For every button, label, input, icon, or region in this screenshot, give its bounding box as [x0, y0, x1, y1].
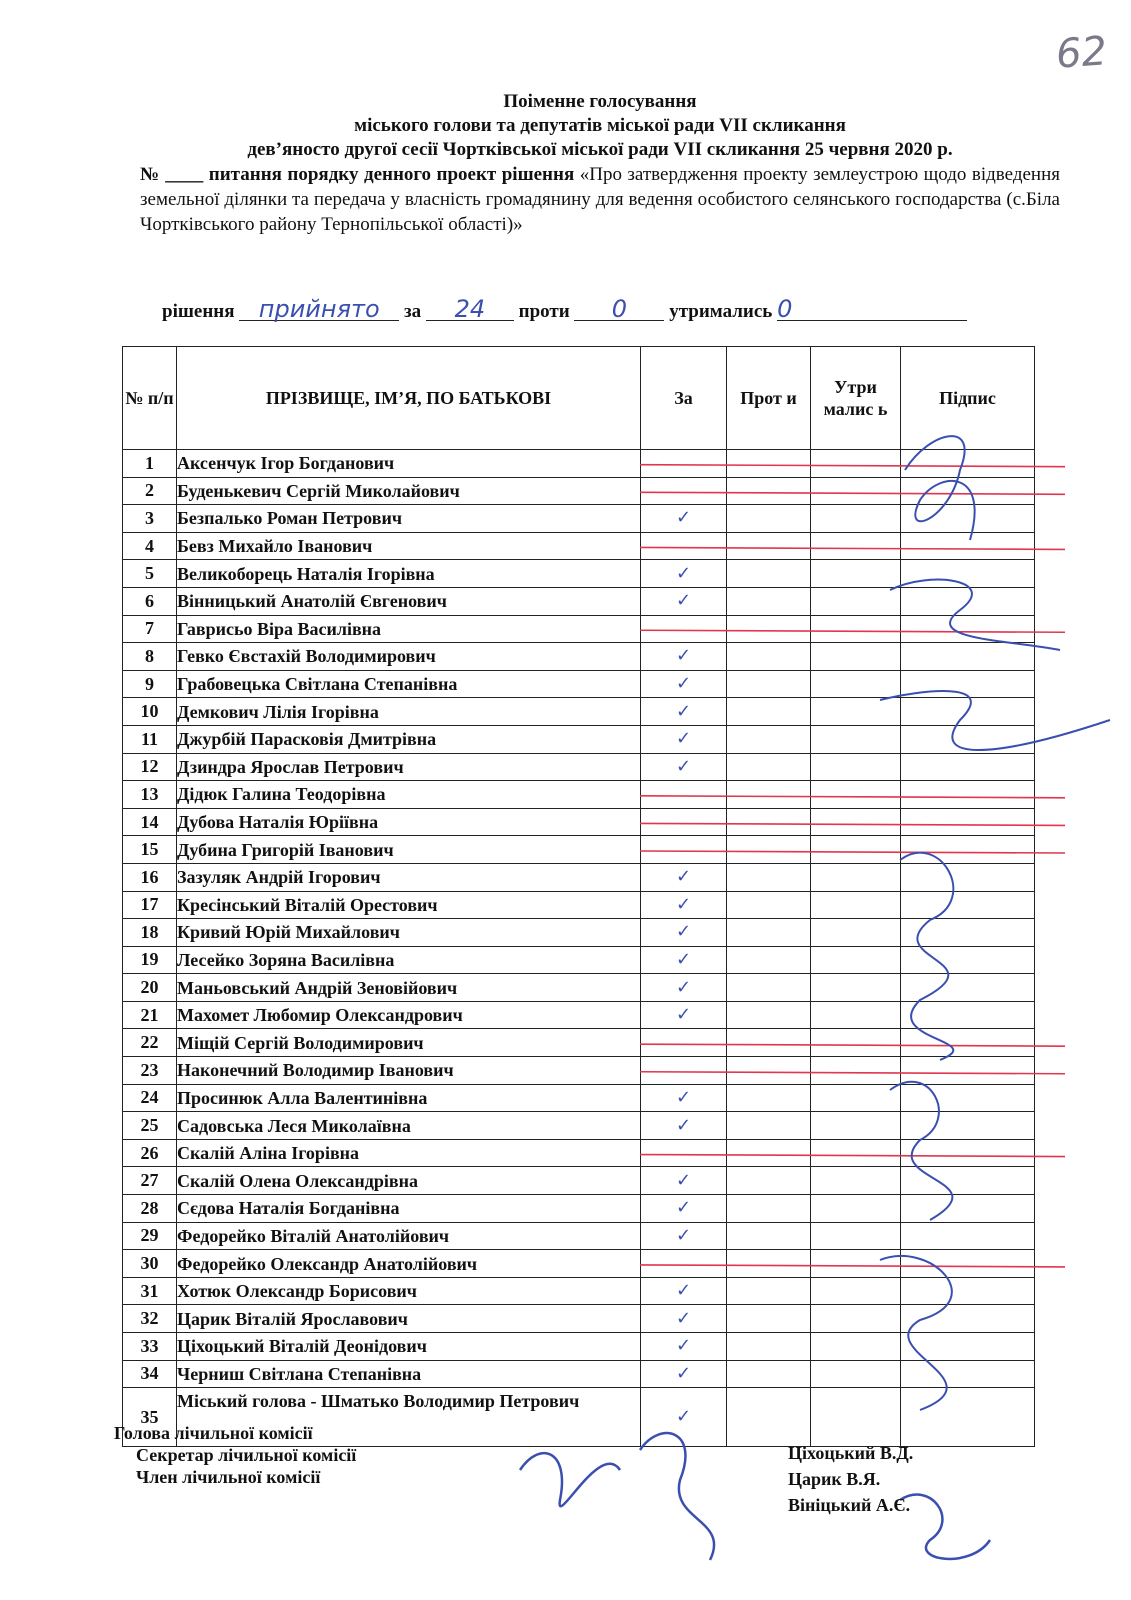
table-row	[123, 781, 1035, 809]
row-num: 9	[123, 670, 177, 698]
row-vote-for: ✓	[641, 1222, 727, 1250]
commission-signatures	[520, 1433, 990, 1560]
row-num: 29	[123, 1222, 177, 1250]
row-signature	[901, 725, 1035, 753]
against-value: 0	[574, 298, 664, 321]
row-vote-against	[727, 1333, 811, 1361]
row-vote-against	[727, 1222, 811, 1250]
document-subtitle: міського голови та депутатів міської ради VII скликання	[354, 115, 846, 136]
abstain-label: утримались	[669, 301, 773, 322]
commission-names	[788, 1440, 913, 1518]
table-row	[123, 505, 1035, 533]
row-vote-abstain	[811, 863, 901, 891]
table-row	[123, 863, 1035, 891]
row-vote-abstain	[811, 1250, 901, 1278]
row-vote-for	[641, 477, 727, 505]
row-vote-abstain	[811, 891, 901, 919]
row-name: Дубова Наталія Юріївна	[177, 808, 641, 836]
row-vote-for: ✓	[641, 1001, 727, 1029]
row-name: Зазуляк Андрій Ігорович	[177, 863, 641, 891]
page-number: 62	[1054, 28, 1109, 78]
table-row	[123, 725, 1035, 753]
table-row	[123, 1084, 1035, 1112]
for-value: 24	[426, 298, 514, 321]
agenda-item	[140, 162, 1060, 237]
row-vote-abstain	[811, 1057, 901, 1085]
row-num: 35	[123, 1388, 177, 1447]
row-vote-against	[727, 1001, 811, 1029]
row-signature	[901, 836, 1035, 864]
row-vote-against	[727, 587, 811, 615]
row-vote-abstain	[811, 450, 901, 478]
row-signature	[901, 946, 1035, 974]
row-name: Наконечний Володимир Іванович	[177, 1057, 641, 1085]
decision-label: рішення	[162, 301, 235, 322]
row-vote-abstain	[811, 1029, 901, 1057]
row-vote-abstain	[811, 587, 901, 615]
row-vote-abstain	[811, 808, 901, 836]
row-num: 24	[123, 1084, 177, 1112]
row-signature	[901, 643, 1035, 671]
row-vote-for: ✓	[641, 698, 727, 726]
row-vote-abstain	[811, 670, 901, 698]
row-vote-for: ✓	[641, 1277, 727, 1305]
row-vote-against	[727, 1167, 811, 1195]
row-signature	[901, 1029, 1035, 1057]
row-num: 5	[123, 560, 177, 588]
row-signature	[901, 698, 1035, 726]
row-vote-against	[727, 781, 811, 809]
row-vote-against	[727, 974, 811, 1002]
row-signature	[901, 781, 1035, 809]
table-row	[123, 1029, 1035, 1057]
row-name: Хотюк Олександр Борисович	[177, 1277, 641, 1305]
row-signature	[901, 1388, 1035, 1447]
row-vote-abstain	[811, 781, 901, 809]
row-vote-against	[727, 1084, 811, 1112]
table-row	[123, 836, 1035, 864]
commission-labels	[114, 1422, 356, 1488]
row-num: 30	[123, 1250, 177, 1278]
table-row	[123, 1057, 1035, 1085]
row-name: Гаврисьо Віра Василівна	[177, 615, 641, 643]
signature-scribble	[520, 1453, 620, 1506]
table-row	[123, 1112, 1035, 1140]
row-vote-for: ✓	[641, 643, 727, 671]
row-vote-for	[641, 1057, 727, 1085]
row-name: Грабовецька Світлана Степанівна	[177, 670, 641, 698]
row-num: 33	[123, 1333, 177, 1361]
row-num: 2	[123, 477, 177, 505]
row-signature	[901, 560, 1035, 588]
row-vote-abstain	[811, 1112, 901, 1140]
row-vote-against	[727, 450, 811, 478]
table-row	[123, 587, 1035, 615]
row-vote-for: ✓	[641, 1084, 727, 1112]
session-line: дев’яносто другої сесії Чортківської міської ради VII скликання 25 червня 2020 р.	[247, 139, 953, 160]
table-row	[123, 1305, 1035, 1333]
table-row	[123, 808, 1035, 836]
row-name: Дзиндра Ярослав Петрович	[177, 753, 641, 781]
document-title: Поіменне голосування	[503, 91, 697, 112]
row-num: 15	[123, 836, 177, 864]
row-name: Садовська Леся Миколаївна	[177, 1112, 641, 1140]
row-num: 21	[123, 1001, 177, 1029]
secretary-name: Царик В.Я.	[788, 1469, 881, 1489]
header-name: ПРІЗВИЩЕ, ІМ’Я, ПО БАТЬКОВІ	[177, 347, 641, 450]
row-vote-against	[727, 1250, 811, 1278]
row-vote-abstain	[811, 836, 901, 864]
row-vote-against	[727, 1305, 811, 1333]
header-against: Прот и	[727, 347, 811, 450]
row-vote-abstain	[811, 1084, 901, 1112]
row-num: 28	[123, 1195, 177, 1223]
row-name: Просинюк Алла Валентинівна	[177, 1084, 641, 1112]
row-vote-for	[641, 450, 727, 478]
row-num: 22	[123, 1029, 177, 1057]
row-vote-abstain	[811, 698, 901, 726]
row-name: Бевз Михайло Іванович	[177, 532, 641, 560]
row-signature	[901, 919, 1035, 947]
row-vote-abstain	[811, 532, 901, 560]
table-row	[123, 450, 1035, 478]
row-signature	[901, 1057, 1035, 1085]
row-vote-against	[727, 1139, 811, 1167]
row-vote-for	[641, 836, 727, 864]
row-name: Кресінський Віталій Орестович	[177, 891, 641, 919]
member-name: Вініцький А.Є.	[788, 1495, 911, 1515]
row-signature	[901, 477, 1035, 505]
table-row	[123, 919, 1035, 947]
row-signature	[901, 753, 1035, 781]
row-name: Черниш Світлана Степанівна	[177, 1360, 641, 1388]
row-vote-for: ✓	[641, 1112, 727, 1140]
signature-scribble	[900, 1495, 990, 1559]
row-vote-abstain	[811, 1333, 901, 1361]
row-vote-abstain	[811, 505, 901, 533]
header-abstain: Утри малис ь	[811, 347, 901, 450]
row-vote-against	[727, 891, 811, 919]
row-num: 31	[123, 1277, 177, 1305]
row-signature	[901, 1360, 1035, 1388]
row-vote-for	[641, 1029, 727, 1057]
table-row	[123, 1139, 1035, 1167]
table-row	[123, 1277, 1035, 1305]
row-vote-against	[727, 560, 811, 588]
row-vote-against	[727, 505, 811, 533]
table-row	[123, 753, 1035, 781]
row-num: 34	[123, 1360, 177, 1388]
row-num: 6	[123, 587, 177, 615]
row-vote-against	[727, 1057, 811, 1085]
row-signature	[901, 1001, 1035, 1029]
table-row	[123, 1001, 1035, 1029]
table-row	[123, 1360, 1035, 1388]
signature-scribble	[640, 1433, 714, 1560]
row-vote-against	[727, 532, 811, 560]
row-signature	[901, 1333, 1035, 1361]
row-vote-against	[727, 725, 811, 753]
row-name: Маньовський Андрій Зеновійович	[177, 974, 641, 1002]
row-signature	[901, 1250, 1035, 1278]
row-vote-against	[727, 863, 811, 891]
row-vote-abstain	[811, 974, 901, 1002]
row-signature	[901, 974, 1035, 1002]
row-vote-against	[727, 1029, 811, 1057]
row-signature	[901, 1305, 1035, 1333]
row-num: 11	[123, 725, 177, 753]
secretary-label: Секретар лічильної комісії	[136, 1445, 357, 1465]
row-signature	[901, 1084, 1035, 1112]
row-vote-for	[641, 615, 727, 643]
row-vote-for	[641, 1250, 727, 1278]
table-row	[123, 698, 1035, 726]
row-vote-abstain	[811, 1139, 901, 1167]
row-name: Кривий Юрій Михайлович	[177, 919, 641, 947]
row-vote-for: ✓	[641, 725, 727, 753]
row-vote-against	[727, 808, 811, 836]
row-vote-for: ✓	[641, 891, 727, 919]
table-row	[123, 477, 1035, 505]
table-header-row	[123, 347, 1035, 450]
table-row	[123, 1250, 1035, 1278]
row-num: 18	[123, 919, 177, 947]
row-vote-for	[641, 781, 727, 809]
row-vote-abstain	[811, 1001, 901, 1029]
row-vote-for: ✓	[641, 670, 727, 698]
row-vote-for	[641, 532, 727, 560]
row-signature	[901, 808, 1035, 836]
row-vote-against	[727, 670, 811, 698]
row-vote-abstain	[811, 615, 901, 643]
row-name: Ціхоцький Віталій Деонідович	[177, 1333, 641, 1361]
row-name: Міський голова - Шматько Володимир Петрович	[177, 1388, 641, 1447]
row-vote-abstain	[811, 725, 901, 753]
row-vote-for: ✓	[641, 1167, 727, 1195]
table-row	[123, 1167, 1035, 1195]
row-num: 32	[123, 1305, 177, 1333]
row-name: Буденькевич Сергій Миколайович	[177, 477, 641, 505]
table-row	[123, 891, 1035, 919]
row-vote-abstain	[811, 1277, 901, 1305]
row-vote-for: ✓	[641, 560, 727, 588]
row-signature	[901, 891, 1035, 919]
row-signature	[901, 1139, 1035, 1167]
row-vote-abstain	[811, 1167, 901, 1195]
row-signature	[901, 1167, 1035, 1195]
chair-label: Голова лічильної комісії	[114, 1423, 313, 1443]
row-vote-against	[727, 615, 811, 643]
agenda-prefix: № ____ питання порядку денного проект рішення	[140, 164, 575, 185]
row-signature	[901, 1195, 1035, 1223]
row-vote-against	[727, 698, 811, 726]
table-row	[123, 532, 1035, 560]
row-signature	[901, 1277, 1035, 1305]
row-vote-for: ✓	[641, 753, 727, 781]
row-vote-against	[727, 946, 811, 974]
row-name: Сєдова Наталія Богданівна	[177, 1195, 641, 1223]
row-signature	[901, 587, 1035, 615]
row-num: 19	[123, 946, 177, 974]
row-name: Лесейко Зоряна Василівна	[177, 946, 641, 974]
row-vote-abstain	[811, 1222, 901, 1250]
row-vote-for: ✓	[641, 1195, 727, 1223]
table-row	[123, 1333, 1035, 1361]
row-name: Міщій Сергій Володимирович	[177, 1029, 641, 1057]
row-name: Аксенчук Ігор Богданович	[177, 450, 641, 478]
row-name: Великоборець Наталія Ігорівна	[177, 560, 641, 588]
row-name: Джурбій Парасковія Дмитрівна	[177, 725, 641, 753]
abstain-value: 0	[777, 298, 967, 321]
row-name: Федорейко Олександр Анатолійович	[177, 1250, 641, 1278]
row-num: 7	[123, 615, 177, 643]
row-vote-against	[727, 1360, 811, 1388]
row-vote-against	[727, 643, 811, 671]
table-row	[123, 670, 1035, 698]
row-vote-for: ✓	[641, 1360, 727, 1388]
table-row	[123, 1195, 1035, 1223]
row-num: 13	[123, 781, 177, 809]
header-for: За	[641, 347, 727, 450]
row-signature	[901, 532, 1035, 560]
row-vote-for	[641, 808, 727, 836]
row-num: 1	[123, 450, 177, 478]
table-row	[123, 946, 1035, 974]
row-vote-for: ✓	[641, 1333, 727, 1361]
row-vote-abstain	[811, 1360, 901, 1388]
row-signature	[901, 863, 1035, 891]
row-name: Безпалько Роман Петрович	[177, 505, 641, 533]
row-vote-abstain	[811, 560, 901, 588]
table-row	[123, 615, 1035, 643]
row-vote-abstain	[811, 753, 901, 781]
row-vote-against	[727, 919, 811, 947]
row-num: 27	[123, 1167, 177, 1195]
row-num: 12	[123, 753, 177, 781]
row-signature	[901, 1222, 1035, 1250]
table-row	[123, 974, 1035, 1002]
row-vote-abstain	[811, 1195, 901, 1223]
row-num: 25	[123, 1112, 177, 1140]
document-header	[140, 90, 1060, 237]
row-name: Скалій Олена Олександрівна	[177, 1167, 641, 1195]
row-num: 23	[123, 1057, 177, 1085]
row-name: Махомет Любомир Олександрович	[177, 1001, 641, 1029]
row-vote-for: ✓	[641, 1305, 727, 1333]
vote-table-body	[123, 450, 1035, 1447]
row-vote-against	[727, 753, 811, 781]
header-signature: Підпис	[901, 347, 1035, 450]
row-num: 16	[123, 863, 177, 891]
row-name: Дубина Григорій Іванович	[177, 836, 641, 864]
row-num: 14	[123, 808, 177, 836]
row-vote-for: ✓	[641, 946, 727, 974]
row-vote-abstain	[811, 477, 901, 505]
row-vote-against	[727, 1112, 811, 1140]
row-signature	[901, 450, 1035, 478]
header-num: № п/п	[123, 347, 177, 450]
row-name: Вінницький Анатолій Євгенович	[177, 587, 641, 615]
row-vote-for: ✓	[641, 863, 727, 891]
row-num: 10	[123, 698, 177, 726]
row-num: 17	[123, 891, 177, 919]
against-label: проти	[518, 301, 570, 322]
row-vote-against	[727, 1277, 811, 1305]
row-name: Царик Віталій Ярославович	[177, 1305, 641, 1333]
row-vote-against	[727, 1195, 811, 1223]
row-vote-abstain	[811, 946, 901, 974]
row-name: Демкович Лілія Ігорівна	[177, 698, 641, 726]
row-vote-for	[641, 1139, 727, 1167]
table-row	[123, 643, 1035, 671]
table-row	[123, 560, 1035, 588]
agenda-text: «Про затвердження проекту землеустрою щодо відведення земельної ділянки та передача у власність громадянину для ведення особистого селянського господарства (с.Біла Чортківського району Тернопільської області)»	[140, 164, 1060, 235]
row-vote-for: ✓	[641, 974, 727, 1002]
row-vote-for: ✓	[641, 919, 727, 947]
row-name: Гевко Євстахій Володимирович	[177, 643, 641, 671]
row-vote-for: ✓	[641, 1388, 727, 1447]
row-vote-against	[727, 1388, 811, 1447]
row-name: Дідюк Галина Теодорівна	[177, 781, 641, 809]
vote-table	[122, 346, 1035, 1447]
row-num: 8	[123, 643, 177, 671]
row-vote-for: ✓	[641, 587, 727, 615]
row-vote-for: ✓	[641, 505, 727, 533]
row-vote-against	[727, 836, 811, 864]
row-signature	[901, 615, 1035, 643]
row-vote-abstain	[811, 643, 901, 671]
row-num: 3	[123, 505, 177, 533]
decision-line	[162, 295, 1042, 323]
row-signature	[901, 670, 1035, 698]
row-vote-abstain	[811, 919, 901, 947]
chair-name: Ціхоцький В.Д.	[788, 1443, 914, 1463]
row-num: 20	[123, 974, 177, 1002]
row-num: 26	[123, 1139, 177, 1167]
row-name: Федорейко Віталій Анатолійович	[177, 1222, 641, 1250]
row-vote-abstain	[811, 1305, 901, 1333]
row-vote-abstain	[811, 1388, 901, 1447]
row-num: 4	[123, 532, 177, 560]
row-signature	[901, 505, 1035, 533]
member-label: Член лічильної комісії	[136, 1467, 321, 1487]
row-signature	[901, 1112, 1035, 1140]
row-vote-against	[727, 477, 811, 505]
table-row	[123, 1222, 1035, 1250]
for-label: за	[404, 301, 422, 322]
row-name: Скалій Аліна Ігорівна	[177, 1139, 641, 1167]
decision-value: прийнято	[239, 298, 399, 321]
